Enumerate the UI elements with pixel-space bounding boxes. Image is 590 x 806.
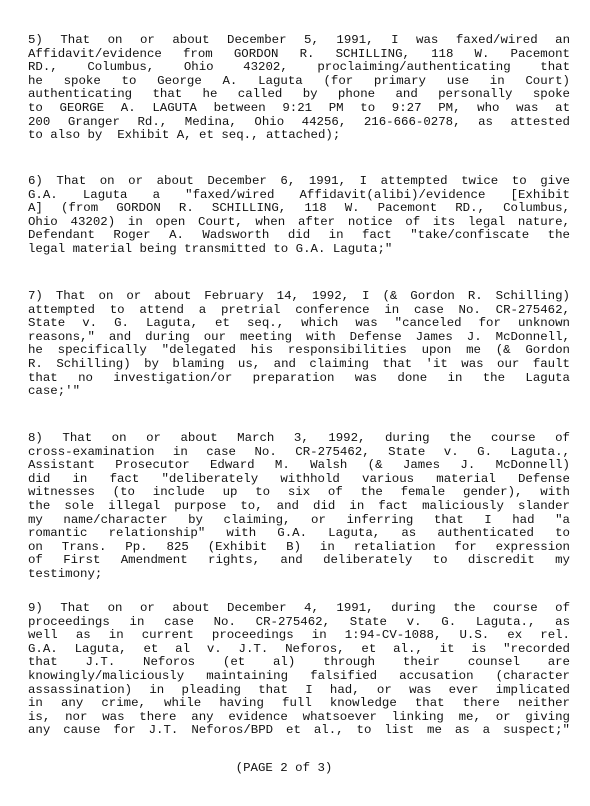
text-line: he specifically "delegated his responsibilities upon me (& Gordon (28, 343, 570, 358)
text-line: Defendant Roger A. Wadsworth did in fact "take/confiscate the (28, 228, 570, 243)
text-line: he spoke to George A. Laguta (for primary use in Court) (28, 73, 570, 88)
text-line: knowingly/maliciously maintaining falsified accusation (character (28, 668, 570, 683)
text-line: did in fact "deliberately withhold various material Defense (28, 471, 570, 486)
paragraph-7 (28, 290, 570, 399)
text-line: 9) That on or about December 4, 1991, during the course of (28, 601, 570, 615)
text-line: my name/character by claiming, or inferring that I had "a (28, 512, 570, 527)
text-line: any cause for J.T. Neforos/BPD et al., to list me as a suspect;" (28, 723, 570, 738)
text-line: testimony; (28, 566, 103, 581)
paragraph-5 (28, 34, 570, 143)
page-number-footer (0, 762, 590, 776)
page-number: (PAGE 2 of 3) (235, 761, 333, 775)
text-line: RD., Columbus, Ohio 43202, proclaiming/authenticating that (28, 60, 570, 75)
text-line: romantic relationship" with G.A. Laguta, as authenticated to (28, 526, 570, 541)
text-line: G.A. Laguta, et al v. J.T. Neforos, et al., it is "recorded (28, 641, 570, 656)
text-line: authenticating that he called by phone and personally spoke (28, 87, 570, 102)
text-line: case;'" (28, 384, 81, 399)
paragraph-9 (28, 602, 570, 738)
text-line: 7) That on or about February 14, 1992, I (& Gordon R. Schilling) (28, 289, 570, 303)
text-line: assassination) in pleading that I had, or was ever implicated (28, 682, 570, 697)
text-line: proceedings in case No. CR-275462, State v. G. Laguta., as (28, 614, 570, 629)
text-line: the sole illegal purpose to, and did in fact maliciously slander (28, 498, 570, 513)
text-line: in any crime, while having full knowledge that there neither (28, 696, 570, 711)
text-line: G.A. Laguta a "faxed/wired Affidavit(alibi)/evidence [Exhibit (28, 187, 570, 202)
text-line: witnesses (to include up to six of the female gender), with (28, 485, 570, 500)
text-line: State v. G. Laguta, et seq., which was "canceled for unknown (28, 316, 570, 331)
text-line: 200 Granger Rd., Medina, Ohio 44256, 216-666-0278, as attested (28, 114, 570, 129)
text-line: 6) That on or about December 6, 1991, I attempted twice to give (28, 174, 570, 188)
text-line: Assistant Prosecutor Edward M. Walsh (& James J. McDonnell) (28, 458, 570, 473)
text-line: reasons," and during our meeting with Defense James J. McDonnell, (28, 329, 570, 344)
text-line: that J.T. Neforos (et al) through their counsel are (28, 655, 570, 670)
text-line: of First Amendment rights, and deliberately to discredit my (28, 553, 570, 568)
paragraph-6 (28, 175, 570, 257)
text-line: A] (from GORDON R. SCHILLING, 118 W. Pacemont RD., Columbus, (28, 201, 570, 216)
text-line: 8) That on or about March 3, 1992, during the course of (28, 431, 570, 445)
text-line: well as in current proceedings in 1:94-CV-1088, U.S. ex rel. (28, 628, 570, 643)
text-line: that no investigation/or preparation was done in the Laguta (28, 370, 570, 385)
paragraph-8 (28, 432, 570, 582)
text-line: Affidavit/evidence from GORDON R. SCHILLING, 118 W. Pacemont (28, 46, 570, 61)
text-line: on Trans. Pp. 825 (Exhibit B) in retaliation for expression (28, 539, 570, 554)
text-line: to also by Exhibit A, et seq., attached); (28, 128, 341, 143)
text-line: 5) That on or about December 5, 1991, I was faxed/wired an (28, 33, 570, 47)
text-line: to GEORGE A. LAGUTA between 9:21 PM to 9:27 PM, who was at (28, 100, 570, 115)
text-line: cross-examination in case No. CR-275462, State v. G. Laguta., (28, 444, 570, 459)
text-line: Ohio 43202) in open Court, when after notice of its legal nature, (28, 214, 570, 229)
text-line: R. Schilling) by blaming us, and claiming that 'it was our fault (28, 356, 570, 371)
text-line: attempted to attend a pretrial conference in case No. CR-275462, (28, 302, 570, 317)
text-line: is, nor was there any evidence whatsoever linking me, or giving (28, 709, 570, 724)
text-line: legal material being transmitted to G.A. Laguta;" (28, 241, 393, 256)
